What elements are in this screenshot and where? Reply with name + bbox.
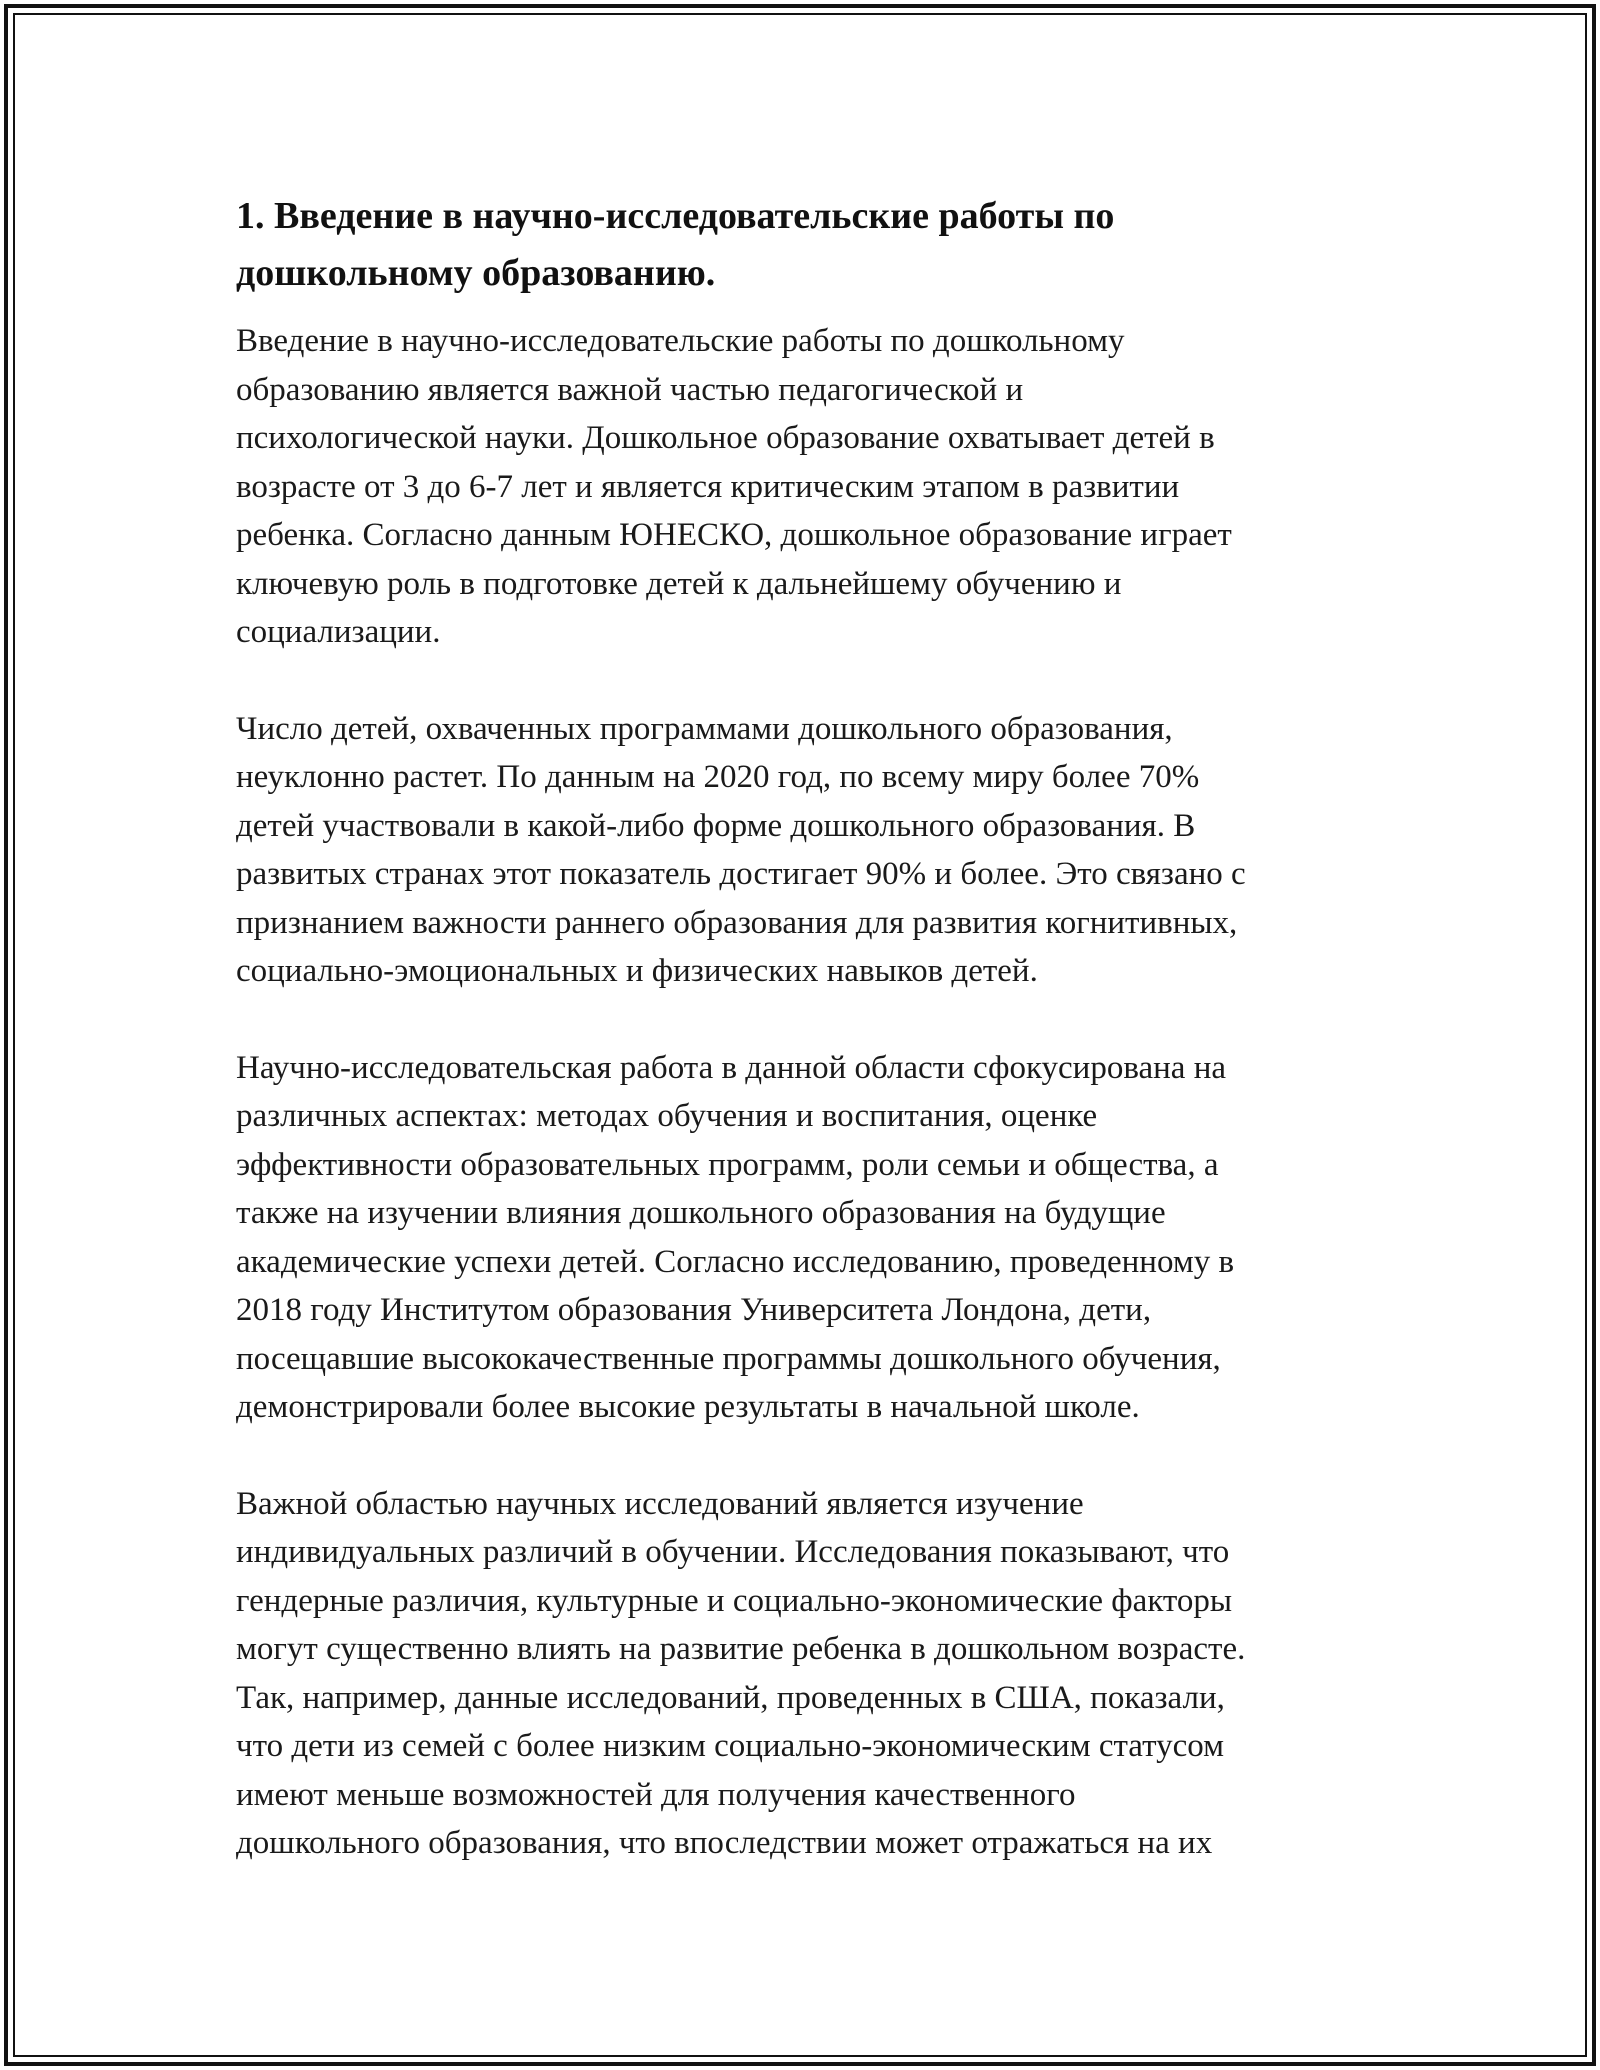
text-line: ребенка. Согласно данным ЮНЕСКО, дошкольное образование играет [236, 517, 1232, 553]
text-line: возрасте от 3 до 6-7 лет и является критическим этапом в развитии [236, 468, 1180, 505]
section-heading [236, 188, 1396, 302]
text-line: различных аспектах: методах обучения и воспитания, оценке [236, 1098, 1098, 1134]
text-line: неуклонно растет. По данным на 2020 год, по всему миру более 70% [236, 759, 1200, 795]
text-line: признанием важности раннего образования для развития когнитивных, [236, 904, 1238, 941]
text-line: ключевую роль в подготовке детей к дальнейшему обучению и [236, 565, 1122, 602]
text-line: эффективности образовательных программ, роли семьи и общества, а [236, 1146, 1219, 1183]
text-line: имеют меньше возможностей для получения качественного [236, 1776, 1076, 1813]
text-line: 2018 году Институтом образования Университета Лондона, дети, [236, 1292, 1152, 1328]
text-line: посещавшие высококачественные программы дошкольного обучения, [236, 1340, 1221, 1377]
text-line: академические успехи детей. Согласно исследованию, проведенному в [236, 1243, 1235, 1280]
text-line: гендерные различия, культурные и социально-экономические факторы [236, 1582, 1233, 1619]
text-line: социально-эмоциональных и физических навыков детей. [236, 953, 1038, 989]
text-line: Число детей, охваченных программами дошкольного образования, [236, 710, 1173, 747]
text-line: демонстрировали более высокие результаты в начальной школе. [236, 1389, 1140, 1425]
text-line: что дети из семей с более низким социально-экономическим статусом [236, 1728, 1224, 1764]
text-line: психологической науки. Дошкольное образование охватывает детей в [236, 420, 1215, 456]
heading-line: дошкольному образованию. [236, 252, 716, 294]
text-line: детей участвовали в какой-либо форме дошкольного образования. В [236, 807, 1196, 844]
text-line: Важной областью научных исследований является изучение [236, 1485, 1084, 1522]
text-line: также на изучении влияния дошкольного образования на будущие [236, 1195, 1166, 1231]
paragraph-4 [236, 1480, 1396, 1868]
text-line: развитых странах этот показатель достигает 90% и более. Это связано с [236, 856, 1246, 892]
paragraph-3 [236, 1044, 1396, 1432]
text-line: дошкольного образования, что впоследствии может отражаться на их [236, 1825, 1213, 1861]
text-line: индивидуальных различий в обучении. Исследования показывают, что [236, 1534, 1230, 1570]
text-line: Введение в научно-исследовательские работы по дошкольному [236, 323, 1125, 359]
text-line: Так, например, данные исследований, проведенных в США, показали, [236, 1679, 1225, 1716]
paragraph-2 [236, 705, 1396, 996]
text-line: могут существенно влиять на развитие ребенка в дошкольном возрасте. [236, 1631, 1246, 1667]
paragraph-1 [236, 317, 1396, 657]
text-line: образованию является важной частью педагогической и [236, 371, 1024, 408]
document-page [236, 188, 1396, 1916]
heading-line: 1. Введение в научно-исследовательские работы по [236, 195, 1115, 237]
text-line: Научно-исследовательская работа в данной области сфокусирована на [236, 1049, 1226, 1086]
text-line: социализации. [236, 614, 441, 650]
